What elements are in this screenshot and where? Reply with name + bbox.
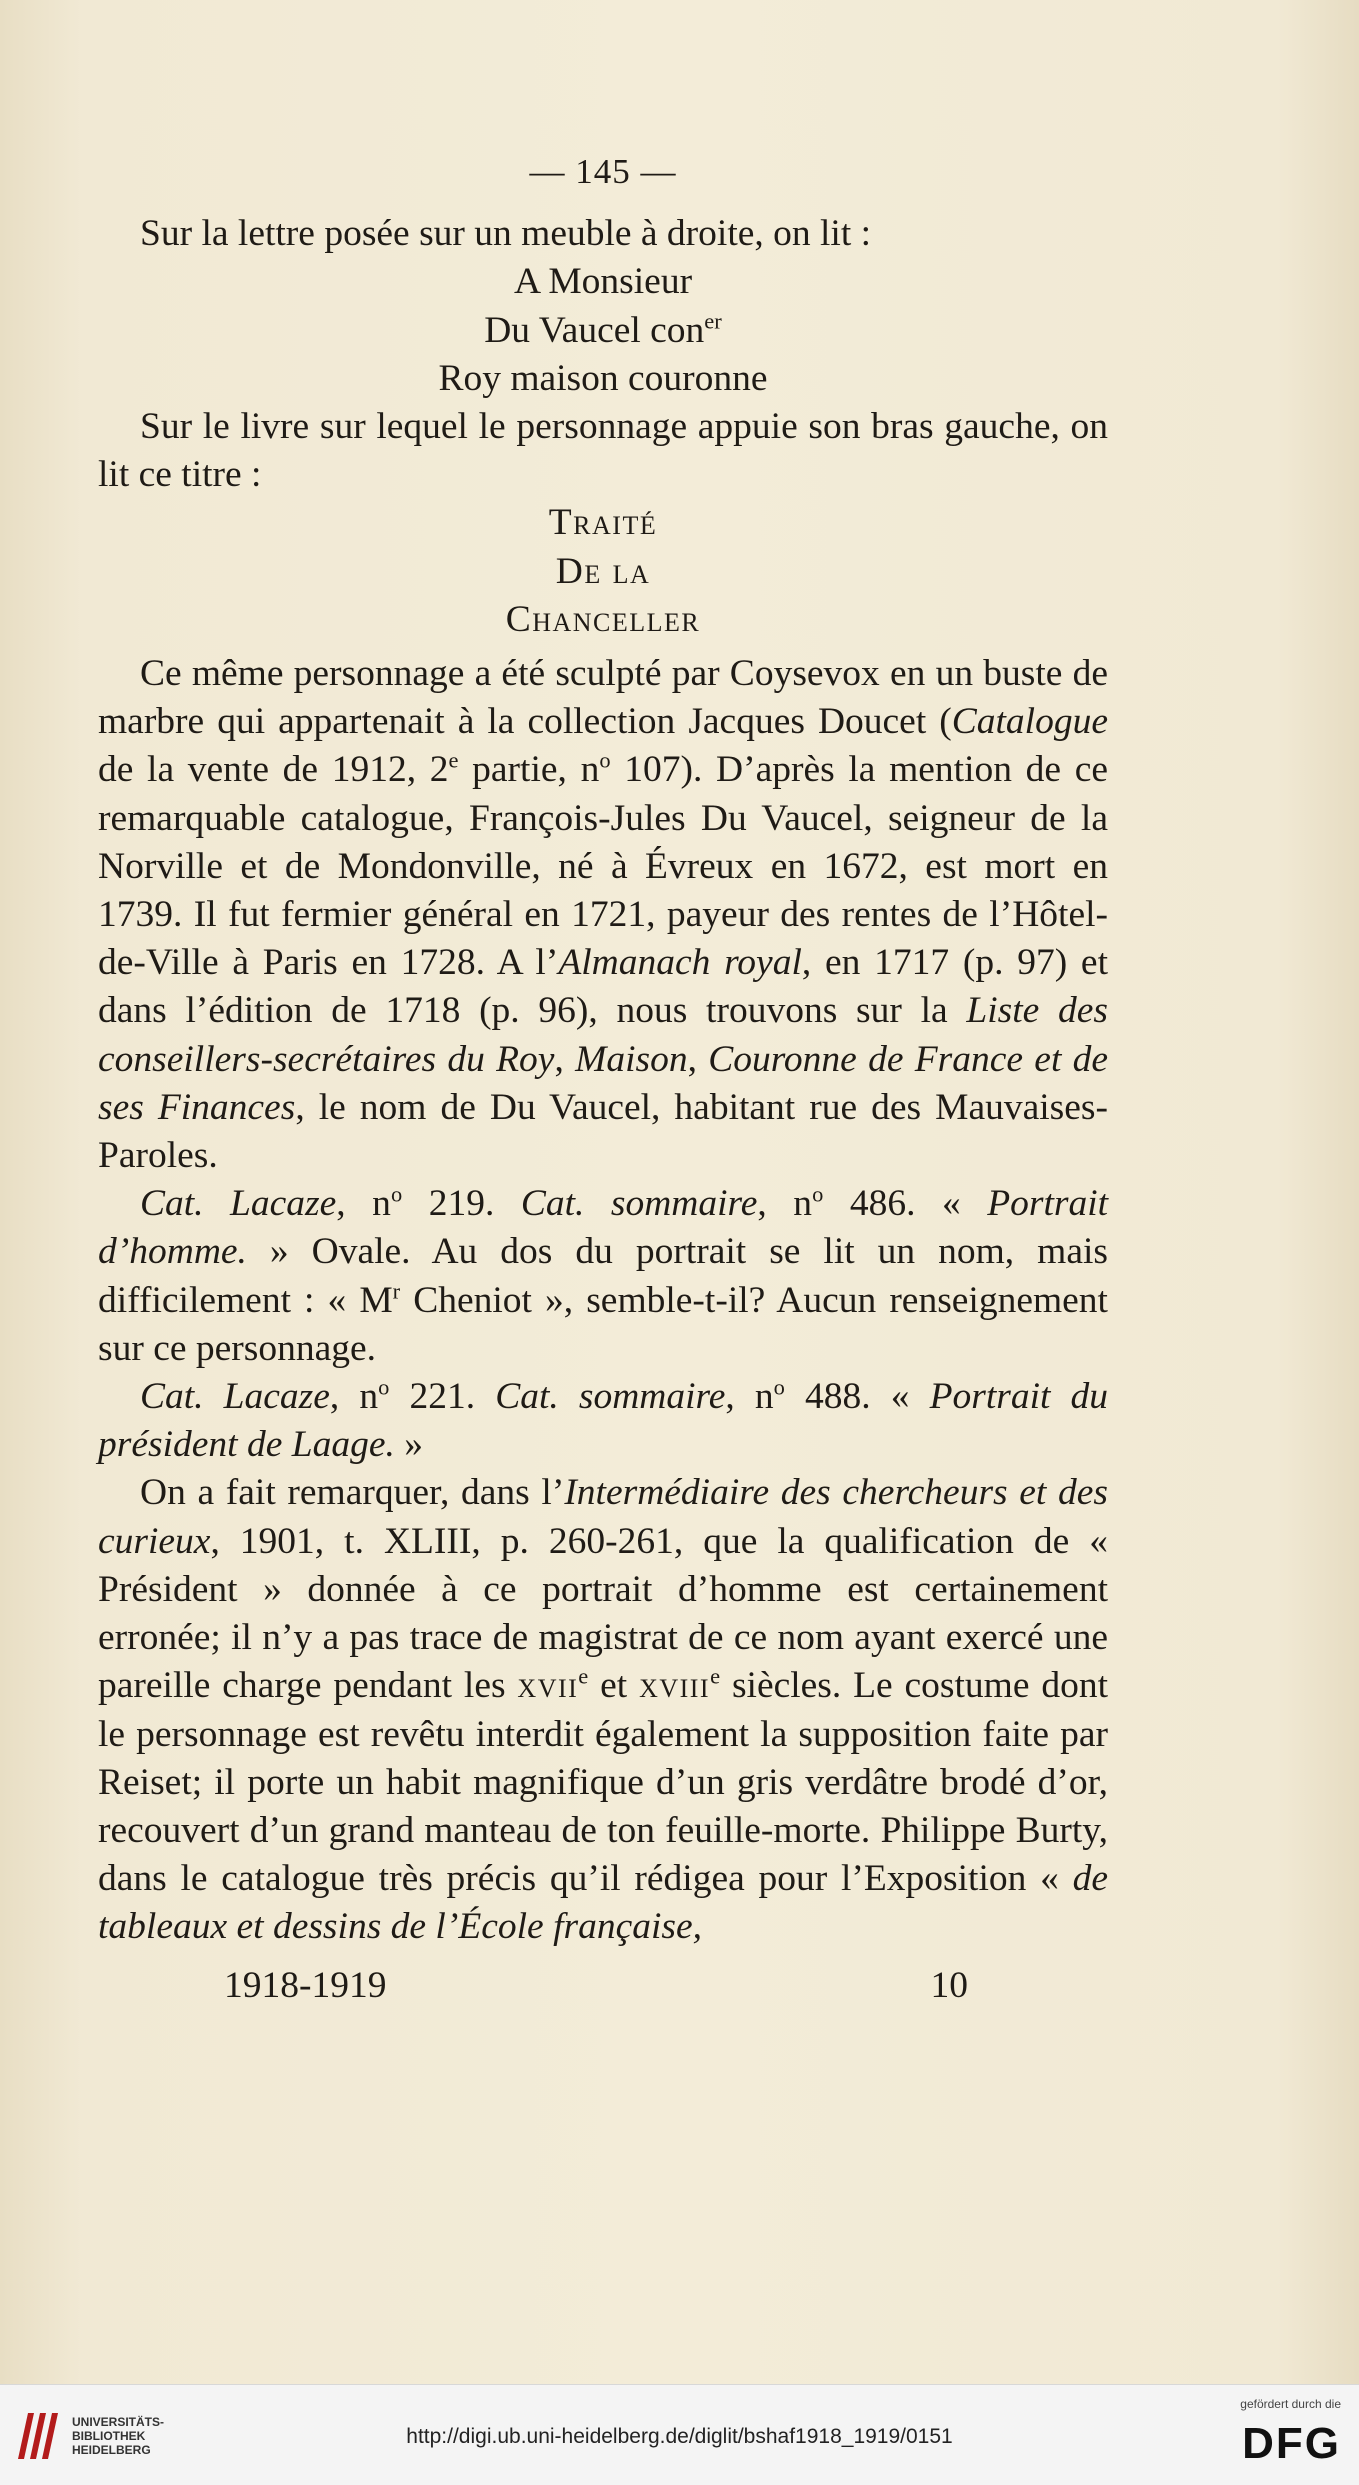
book-title-1: Traité: [548, 502, 658, 544]
address-line-3: Roy maison couronne: [438, 357, 768, 399]
signature-line: [98, 1962, 1108, 2010]
book-intro: Sur le livre sur lequel le personnage appuie son bras gauche, on lit ce titre :: [98, 406, 1108, 496]
dfg-logo: DFG: [1242, 2419, 1341, 2468]
page-text: [98, 148, 1108, 2010]
book-title-3: Chanceller: [505, 598, 701, 640]
paragraph-bust: Ce même personnage a été sculpté par Coysevox en un buste de marbre qui appartenait à la collection Jacques Doucet (Catalogue de la vente de 1912, 2e partie, $n^o$ 107). D’après la mention de ce remarquable catalogue, François-Jules Du Vaucel, seigneur de la Norville et de Mondonville, né à Évreux en 1672, est mort en 1739. Il fut fermier général en 1721, payeur des rentes de l’Hôtel-de-Ville à Paris en 1728. A l’Almanach royal, en 1717 (p. 97) et dans l’édition de 1718 (p. 96), nous trouvons sur la Liste des conseillers-secrétaires du Roy, Maison, Couronne de France et de ses Finances, le nom de Du Vaucel, habitant rue des Mauvaises-Paroles.: [98, 653, 1109, 1177]
paragraph-cat-219: Cat. Lacaze, $n^o$ 219. Cat. sommaire, $n^o$ 486. « Portrait d’homme. » Ovale. Au dos du portrait se lit un nom, mais difficilement : « $M^r$ Cheniot », semble-t-il? Aucun renseignement sur ce personnage.: [98, 1181, 1109, 1369]
book-title-2: De la: [555, 550, 651, 592]
address-line-2: Du Vaucel con$^{er}$: [484, 308, 722, 351]
volume-years: 1918-1919: [224, 1964, 387, 2006]
funding-label: gefördert durch die: [1240, 2397, 1341, 2411]
paragraph-cat-221: Cat. Lacaze, $n^o$ 221. Cat. sommaire, $n^o$ 488. « Portrait du président de Laage. »: [98, 1374, 1109, 1466]
viewer-footer: [0, 2384, 1359, 2485]
permalink-url[interactable]: http://digi.ub.uni-heidelberg.de/diglit/bshaf1918_1919/0151: [406, 2425, 953, 2448]
intro-line: Sur la lettre posée sur un meuble à droite, on lit :: [140, 213, 872, 255]
library-name: UNIVERSITÄTS- BIBLIOTHEK HEIDELBERG: [72, 2415, 165, 2457]
paragraph-intermediaire: On a fait remarquer, dans l’Intermédiaire des chercheurs et des curieux, 1901, t. XLIII, p. 260-261, que la qualification de « Président » donnée à ce portrait d’homme est certainement erronée; il n’y a pas trace de magistrat de ce nom ayant exercé une pareille charge pendant les xvii$^e$ et xviii$^e$ siècles. Le costume dont le personnage est revêtu interdit également la supposition faite par Reiset; il porte un habit magnifique d’un gris verdâtre brodé d’or, recouvert d’un grand manteau de ton feuille-morte. Philippe Burty, dans le catalogue très précis qu’il rédigea pour l’Exposition « de tableaux et dessins de l’École française,: [98, 1472, 1108, 1948]
signature-mark: 10: [930, 1964, 968, 2006]
address-line-1: A Monsieur: [513, 261, 693, 303]
page-number: — 145 —: [529, 152, 677, 191]
